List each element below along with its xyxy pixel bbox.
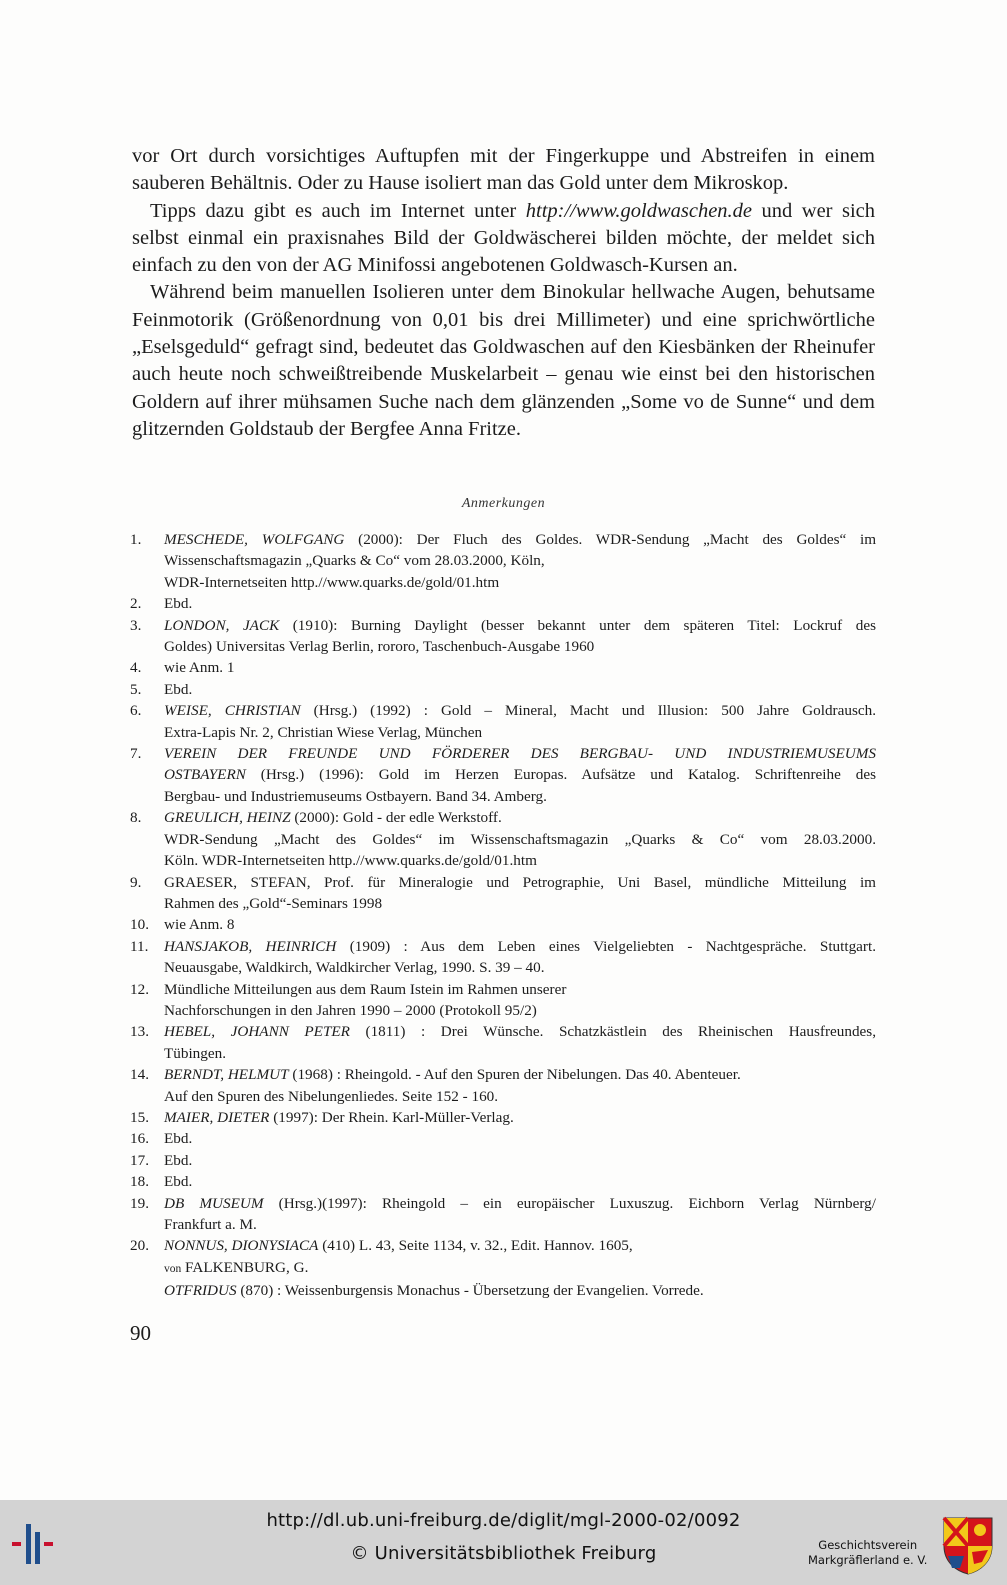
- note-13: 13. HEBEL, JOHANN PETER (1811) : Drei Wünsche. Schatzkästlein des Rheinischen Hausfreundes, Tübingen.: [130, 1021, 876, 1064]
- body-text: [132, 143, 875, 443]
- note-number: 9.: [130, 873, 142, 891]
- notes-list: [130, 529, 876, 1302]
- note-4: 4. wie Anm. 1: [130, 657, 876, 678]
- society-line-1: Geschichtsverein: [818, 1538, 918, 1552]
- note-author: GREULICH, HEINZ: [164, 809, 291, 827]
- note-number: 15.: [130, 1108, 149, 1126]
- paragraph-1: vor Ort durch vorsichtiges Auftupfen mit der Fingerkuppe und Abstreifen in einem sauberen Behältnis. Oder zu Hause isoliert man das Gold unter dem Mikroskop.: [132, 145, 875, 195]
- note-number: 3.: [130, 616, 142, 634]
- note-11: 11. HANSJAKOB, HEINRICH (1909) : Aus dem Leben eines Vielgeliebten - Nachtgespräche. Stuttgart. Neuausgabe, Waldkirch, Waldkircher Verlag, 1990. S. 39 – 40.: [130, 936, 876, 979]
- note-14: 14. BERNDT, HELMUT (1968) : Rheingold. - Auf den Spuren der Nibelungen. Das 40. Abenteuer. Auf den Spuren des Nibelungenliedes. Seite 152 - 160.: [130, 1064, 876, 1107]
- note-2: 2. Ebd.: [130, 593, 876, 614]
- note-7: 7. VEREIN DER FREUNDE UND FÖRDERER DES BERGBAU- UND INDUSTRIEMUSEUMS OSTBAYERN (Hrsg.) (1996): Gold im Herzen Europas. Aufsätze und Katalog. Schriftenreihe des Bergbau- und Industriemuseums Ostbayern. Band 34. Amberg.: [130, 743, 876, 807]
- note-author-line-2: OSTBAYERN: [164, 766, 246, 784]
- note-number: 5.: [130, 680, 142, 698]
- note-author: BERNDT, HELMUT: [164, 1066, 289, 1084]
- notes-heading: Anmerkungen: [461, 496, 546, 511]
- note-number: 16.: [130, 1130, 149, 1148]
- paragraph-2-start: Tipps dazu gibt es auch im Internet unter: [150, 199, 526, 222]
- note-number: 4.: [130, 659, 142, 677]
- copyright-notice: © Universitätsbibliothek Freiburg: [350, 1543, 657, 1564]
- note-16: 16. Ebd.: [130, 1128, 876, 1149]
- permalink-url[interactable]: http://dl.ub.uni-freiburg.de/diglit/mgl-2000-02/0092: [266, 1510, 741, 1531]
- note-author: LONDON, JACK: [164, 616, 280, 634]
- note-5: 5. Ebd.: [130, 679, 876, 700]
- note-number: 8.: [130, 809, 142, 827]
- note-number: 11.: [130, 937, 149, 955]
- paragraph-3: Während beim manuellen Isolieren unter dem Binokular hellwache Augen, behutsame Feinmotorik (Größenordnung von 0,01 bis drei Millimeter) und eine sprichwörtliche „Eselsgeduld“ gefragt sind, bedeutet das Goldwaschen auf den Kiesbänken der Rheinufer auch heute noch schweißtreibende Muskelarbeit – genau wie einst bei den historischen Goldern auf ihrer mühsamen Suche nach dem glänzenden „Some vo de Sunne“ und dem glitzernden Goldstaub der Bergfee Anna Fritze.: [132, 281, 875, 440]
- note-17: 17. Ebd.: [130, 1150, 876, 1171]
- note-19: 19. DB MUSEUM (Hrsg.)(1997): Rheingold – ein europäischer Luxuszug. Eichborn Verlag Nürnberg/ Frankfurt a. M.: [130, 1193, 876, 1236]
- note-15: 15. MAIER, DIETER (1997): Der Rhein. Karl-Müller-Verlag.: [130, 1107, 876, 1128]
- note-author: DB MUSEUM: [164, 1194, 264, 1212]
- note-3: 3. LONDON, JACK (1910): Burning Daylight (besser bekannt unter dem späteren Titel: Lockruf des Goldes) Universitas Verlag Berlin, rororo, Taschenbuch-Ausgabe 1960: [130, 615, 876, 658]
- note-12: 12. Mündliche Mitteilungen aus dem Raum Istein im Rahmen unserer Nachforschungen in den Jahren 1990 – 2000 (Protokoll 95/2): [130, 979, 876, 1022]
- note-author: MAIER, DIETER: [164, 1108, 270, 1126]
- note-number: 13.: [130, 1023, 149, 1041]
- note-number: 18.: [130, 1173, 149, 1191]
- note-1: 1. MESCHEDE, WOLFGANG (2000): Der Fluch des Goldes. WDR-Sendung „Macht des Goldes“ im Wissenschaftsmagazin „Quarks & Co“ vom 28.03.2000, Köln, WDR-Internetseiten http.//www.quarks.de/gold/01.htm: [130, 529, 876, 593]
- note-number: 2.: [130, 595, 142, 613]
- note-number: 14.: [130, 1066, 149, 1084]
- paragraph-2: [132, 198, 875, 280]
- note-author: HEBEL, JOHANN PETER: [164, 1023, 350, 1041]
- note-18: 18. Ebd.: [130, 1171, 876, 1192]
- note-author: WEISE, CHRISTIAN: [164, 702, 301, 720]
- note-author: HANSJAKOB, HEINRICH: [164, 937, 337, 955]
- note-author: MESCHEDE, WOLFGANG: [164, 531, 345, 548]
- note-6: 6. WEISE, CHRISTIAN (Hrsg.) (1992) : Gold – Mineral, Macht und Illusion: 500 Jahre Goldrausch. Extra-Lapis Nr. 2, Christian Wiese Verlag, München: [130, 700, 876, 743]
- note-9: 9. GRAESER, STEFAN, Prof. für Mineralogie und Petrographie, Uni Basel, mündliche Mitteilung im Rahmen des „Gold“-Seminars 1998: [130, 872, 876, 915]
- society-line-2: Markgräflerland e. V.: [808, 1553, 928, 1567]
- von-small-caps: von: [164, 1262, 182, 1275]
- viewer-footer: [0, 1500, 1007, 1585]
- note-number: 1.: [130, 531, 142, 548]
- note-author-otfridus: OTFRIDUS: [164, 1282, 237, 1300]
- note-20: 20. NONNUS, DIONYSIACA (410) L. 43, Seite 1134, v. 32., Edit. Hannov. 1605, von FALKENBURG, G. OTFRIDUS (870) : Weissenburgensis Monachus - Übersetzung der Evangelien. Vorrede.: [130, 1235, 876, 1301]
- note-number: 12.: [130, 980, 149, 998]
- note-10: 10. wie Anm. 8: [130, 914, 876, 935]
- note-number: 20.: [130, 1237, 149, 1255]
- page-number: 90: [130, 1321, 151, 1345]
- note-author: VEREIN DER FREUNDE UND FÖRDERER DES BERGBAU- UND INDUSTRIEMUSEUMS: [164, 745, 876, 763]
- society-name: [808, 1538, 927, 1568]
- goldwaschen-link[interactable]: http://www.goldwaschen.de: [525, 199, 753, 222]
- note-number: 17.: [130, 1151, 149, 1169]
- note-number: 6.: [130, 702, 142, 720]
- paragraph-2-end: und wer sich selbst einmal ein praxisnahes Bild der Goldwäscherei bilden möchte, der meldet sich einfach zu den von der AG Minifossi angebotenen Goldwasch-Kursen an.: [132, 199, 875, 277]
- coat-of-arms-icon[interactable]: [942, 1516, 994, 1576]
- note-number: 10.: [130, 916, 149, 934]
- note-number: 7.: [130, 745, 142, 763]
- note-author: NONNUS, DIONYSIACA: [164, 1237, 319, 1255]
- note-8: 8. GREULICH, HEINZ (2000): Gold - der edle Werkstoff. WDR-Sendung „Macht des Goldes“ im Wissenschaftsmagazin „Quarks & Co“ vom 28.03.2000. Köln. WDR-Internetseiten http.//www.quarks.de/gold/01.htm: [130, 807, 876, 871]
- note-number: 19.: [130, 1194, 149, 1212]
